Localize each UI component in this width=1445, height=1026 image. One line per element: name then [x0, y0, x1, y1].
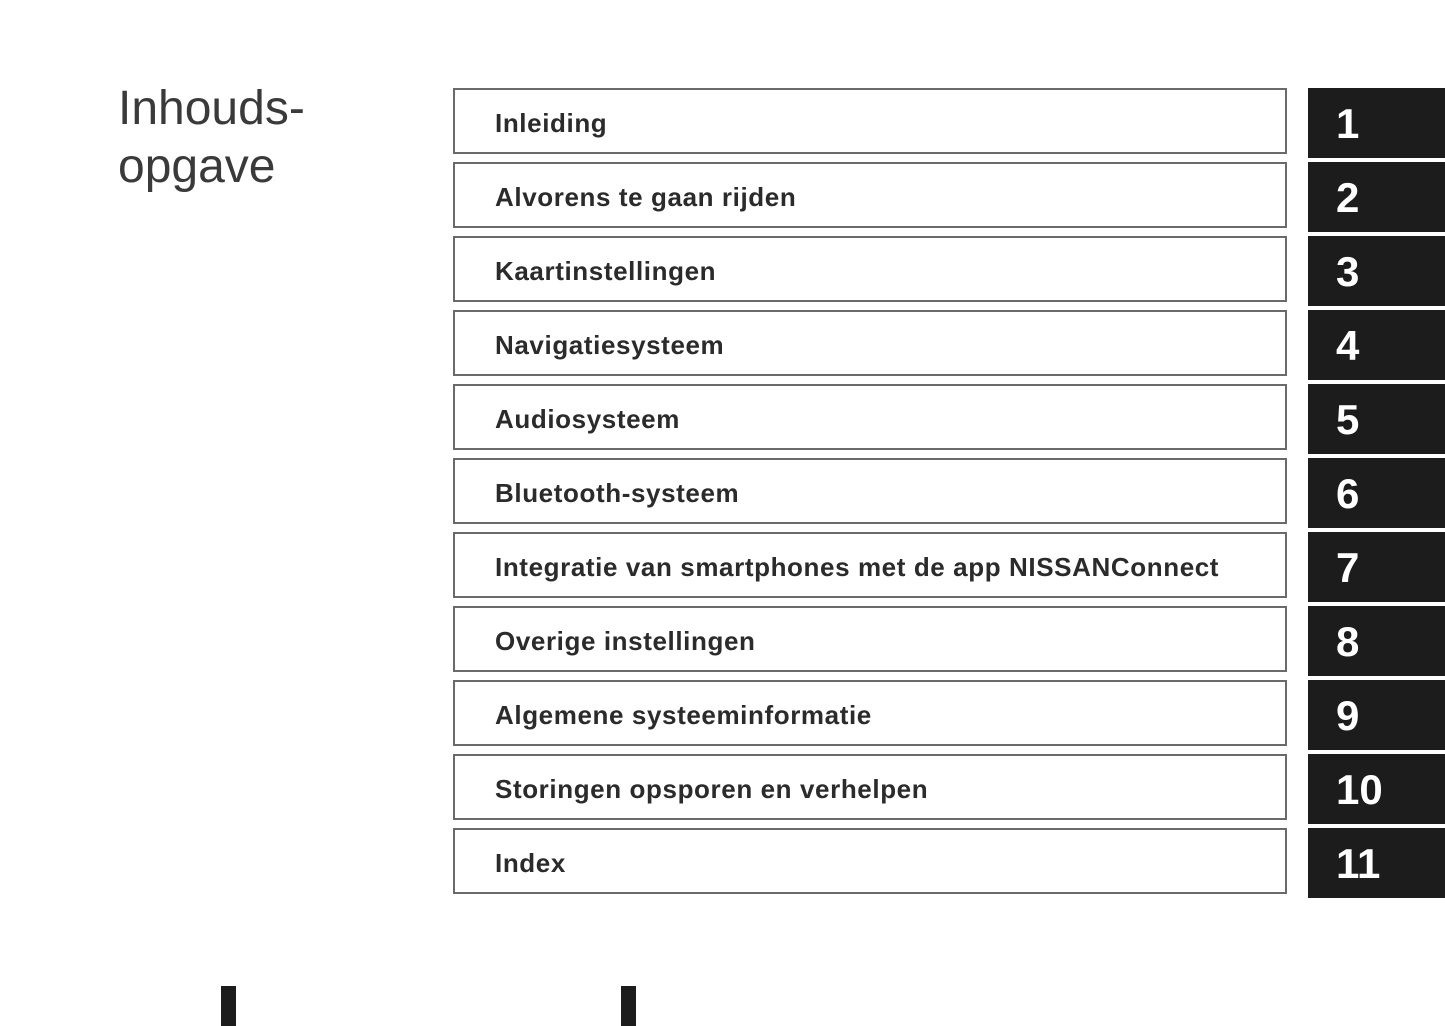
toc-row-8 — [453, 606, 1445, 680]
chapter-tab-1[interactable] — [1308, 88, 1445, 158]
chapter-tab-4[interactable] — [1308, 310, 1445, 380]
toc-row-9 — [453, 680, 1445, 754]
chapter-tab-8[interactable] — [1308, 606, 1445, 676]
toc-entry-label: Integratie van smartphones met de app NISSANConnect — [495, 552, 1220, 582]
chapter-number: 5 — [1336, 396, 1360, 443]
toc-row-11 — [453, 828, 1445, 902]
toc-entry-5[interactable] — [453, 384, 1287, 450]
chapter-number: 4 — [1336, 322, 1360, 369]
toc-entry-4[interactable] — [453, 310, 1287, 376]
chapter-number: 3 — [1336, 248, 1360, 295]
toc-entry-9[interactable] — [453, 680, 1287, 746]
toc-entry-10[interactable] — [453, 754, 1287, 820]
chapter-tab-11[interactable] — [1308, 828, 1445, 898]
toc-entry-8[interactable] — [453, 606, 1287, 672]
toc-entry-7[interactable] — [453, 532, 1287, 598]
toc-entry-label: Audiosysteem — [495, 404, 680, 434]
chapter-number: 6 — [1336, 470, 1360, 517]
toc-entry-label: Inleiding — [495, 108, 608, 138]
toc-entry-label: Algemene systeeminformatie — [495, 700, 872, 730]
crop-mark-right — [621, 986, 636, 1026]
toc-entry-label: Storingen opsporen en verhelpen — [495, 774, 929, 804]
toc-entry-2[interactable] — [453, 162, 1287, 228]
toc-row-10 — [453, 754, 1445, 828]
chapter-tab-5[interactable] — [1308, 384, 1445, 454]
toc-entry-1[interactable] — [453, 88, 1287, 154]
chapter-tab-3[interactable] — [1308, 236, 1445, 306]
toc-row-4 — [453, 310, 1445, 384]
toc-entry-3[interactable] — [453, 236, 1287, 302]
chapter-number: 7 — [1336, 544, 1360, 591]
chapter-number: 9 — [1336, 692, 1360, 739]
chapter-tab-7[interactable] — [1308, 532, 1445, 602]
chapter-tab-9[interactable] — [1308, 680, 1445, 750]
toc-entry-label: Bluetooth-systeem — [495, 478, 740, 508]
toc-entry-11[interactable] — [453, 828, 1287, 894]
table-of-contents — [453, 88, 1445, 902]
crop-mark-left — [221, 986, 236, 1026]
toc-row-6 — [453, 458, 1445, 532]
toc-entry-label: Kaartinstellingen — [495, 256, 717, 286]
chapter-number: 10 — [1336, 766, 1383, 813]
page-title-line-2: opgave — [118, 140, 276, 193]
toc-entry-label: Overige instellingen — [495, 626, 756, 656]
page-title-line-1: Inhouds- — [118, 82, 305, 135]
toc-row-7 — [453, 532, 1445, 606]
page-title — [118, 80, 305, 196]
toc-entry-label: Navigatiesysteem — [495, 330, 725, 360]
chapter-number: 8 — [1336, 618, 1360, 665]
toc-row-1 — [453, 88, 1445, 162]
toc-row-2 — [453, 162, 1445, 236]
toc-row-5 — [453, 384, 1445, 458]
chapter-tab-10[interactable] — [1308, 754, 1445, 824]
toc-row-3 — [453, 236, 1445, 310]
chapter-tab-6[interactable] — [1308, 458, 1445, 528]
toc-entry-label: Alvorens te gaan rijden — [495, 182, 797, 212]
toc-entry-6[interactable] — [453, 458, 1287, 524]
chapter-number: 11 — [1336, 840, 1381, 887]
chapter-number: 2 — [1336, 174, 1360, 221]
chapter-number: 1 — [1336, 100, 1360, 147]
chapter-tab-2[interactable] — [1308, 162, 1445, 232]
toc-entry-label: Index — [495, 848, 566, 878]
